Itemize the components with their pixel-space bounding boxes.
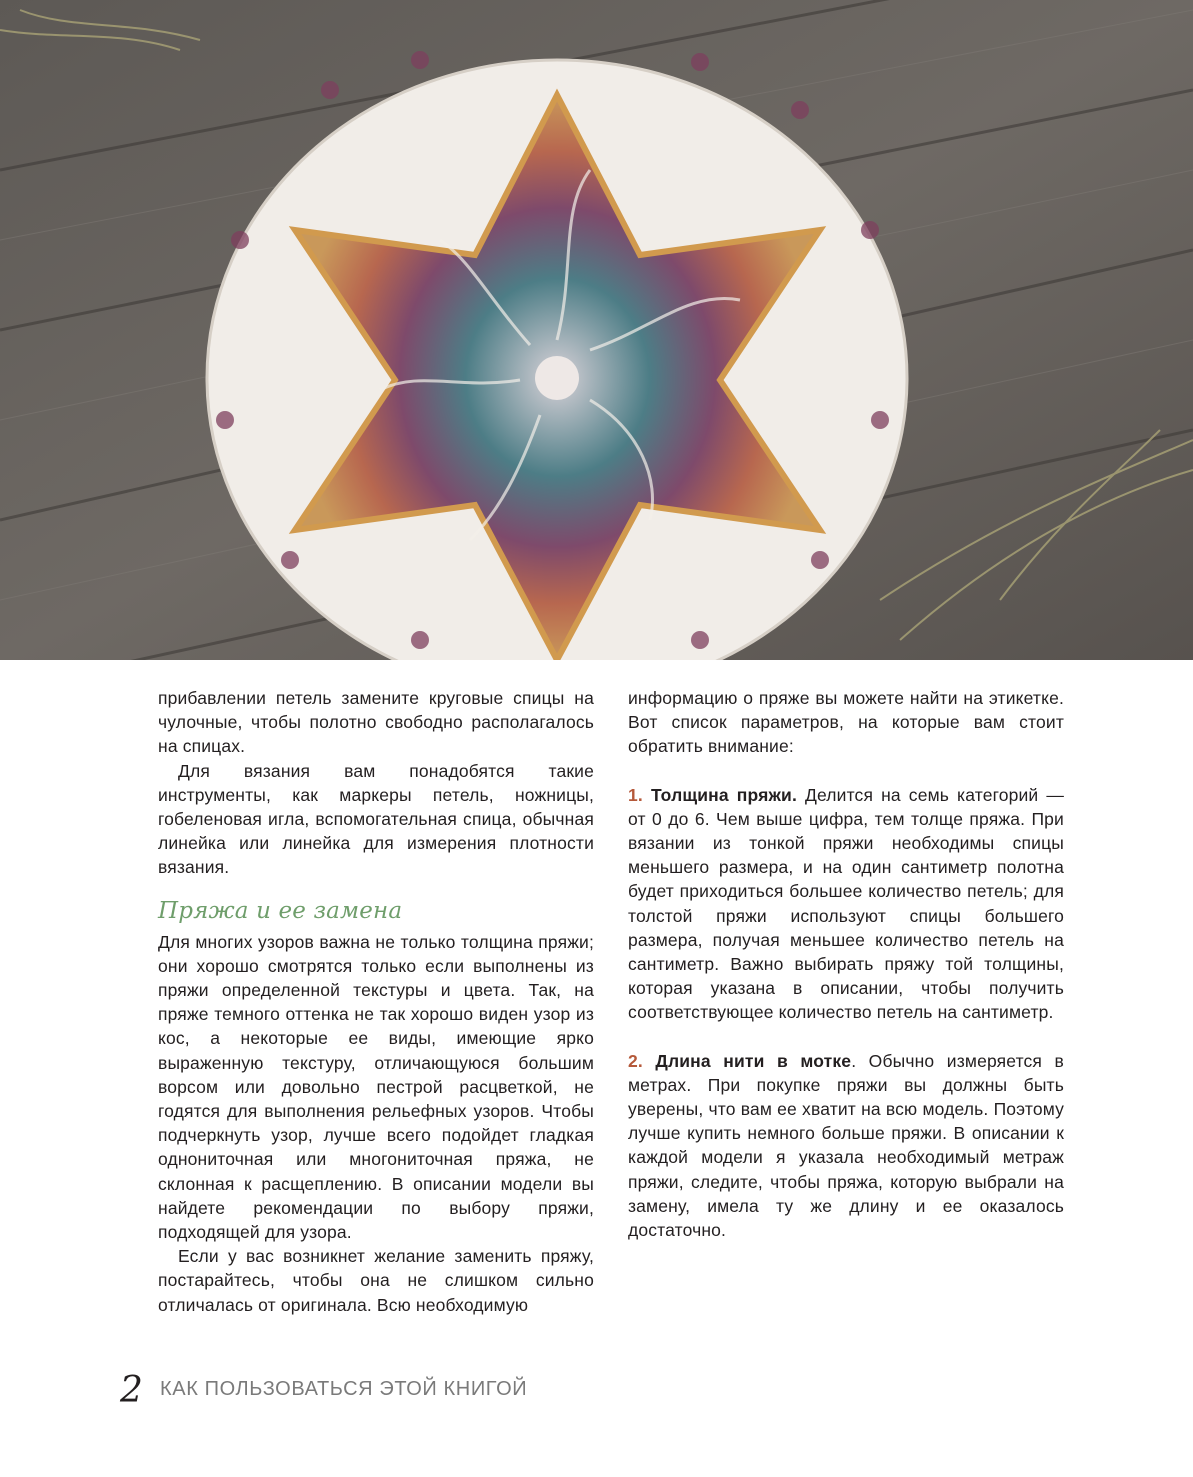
list-text: . Обычно измеряется в метрах. При покупке пряжи вы должны быть уверены, что вам ее хватит на всю модель. Поэтому лучше купить немного больше пряжи. В описании к каждой модели я указала необходимый метраж пряжи, следите, чтобы пряжа, которую выбрали на замену, имела ту же длину и ее оказалось достаточно. (628, 1050, 1064, 1241)
running-title: КАК ПОЛЬЗОВАТЬСЯ ЭТОЙ КНИГОЙ (160, 1378, 528, 1400)
list-number: 2. (628, 1050, 643, 1071)
list-item-yarn-weight (628, 783, 1064, 1025)
paragraph-tools: Для вязания вам понадобятся такие инструменты, как маркеры петель, ножницы, гобеленовая игла, вспомогательная спица, обычная линейка или линейка для измерения плотности вязания. (158, 760, 594, 878)
list-number: 1. (628, 784, 643, 805)
paragraph-yarn-texture: Для многих узоров важна не только толщина пряжи; они хорошо смотрятся только если выполнены из пряжи определенной текстуры и цвета. Так, на пряже темного оттенка не так хорошо виден узор из кос, а некоторые ее виды, имеющие ярко выраженную текстуру, отличающуюся большим ворсом или довольно пестрой расцветкой, не годятся для выполнения рельефных узоров. Чтобы подчеркнуть узор, лучше всего подойдет гладкая однониточная или многониточная пряжа, не склонная к расщеплению. В описании модели вы найдете рекомендации по выбору пряжи, подходящей для узора. (158, 931, 594, 1243)
page-number: 2 (120, 1370, 143, 1411)
list-text: Делится на семь категорий — от 0 до 6. Чем выше цифра, тем толще пряжа. При вязании из тонкой пряжи необходимы спицы меньшего размера, и на один сантиметр полотна будет приходиться большее количество петель; для толстой пряжи используют спицы большего размера, получая меньшее количество петель на сантиметр. Важно выбирать пряжу той толщины, которая указана в описании, чтобы получить соответствующее количество петель на сантиметр. (628, 784, 1065, 1023)
paragraph-yarn-replacement: Если у вас возникнет желание заменить пряжу, постарайтесь, чтобы она не слишком сильно отличалась от оригинала. Всю необходимую (158, 1246, 594, 1315)
paragraph-label-info: информацию о пряже вы можете найти на этикетке. Вот список параметров, на которые вам стоит обратить внимание: (628, 688, 1064, 757)
section-heading-yarn: Пряжа и ее замена (158, 897, 403, 924)
list-item-yarn-length (628, 1049, 1064, 1243)
list-term: Толщина пряжи. (650, 784, 797, 805)
paragraph-continuation: прибавлении петель замените круговые спицы на чулочные, чтобы полотно свободно располагалось на спицах. (158, 688, 594, 757)
hero-photo-knitted-beret (0, 0, 1193, 660)
left-text-column (158, 686, 594, 1317)
right-text-column (628, 686, 1064, 1242)
list-term: Длина нити в мотке (655, 1050, 852, 1071)
